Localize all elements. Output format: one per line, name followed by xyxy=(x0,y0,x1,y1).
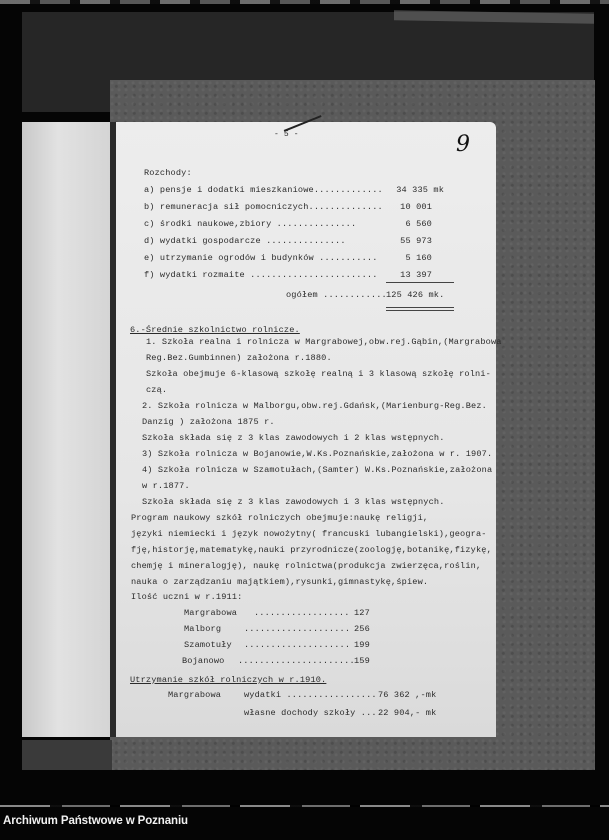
program-line: fję,historję,matematykę,nauki przyrodnicze(zoologję,botanikę,fizykę, xyxy=(131,545,492,555)
document-page xyxy=(116,122,502,737)
total-rule xyxy=(386,310,454,311)
student-dots: .................. xyxy=(254,608,350,618)
student-school: Malborg xyxy=(184,624,222,634)
students-heading: Ilość uczni w r.1911: xyxy=(131,592,243,602)
program-line: Program naukowy szkół rolniczych obejmuje:naukę religji, xyxy=(131,513,429,523)
expenses-heading: Rozchody: xyxy=(144,168,192,178)
school-line: w r.1877. xyxy=(142,481,190,491)
school-line: Szkoła obejmuje 6-klasową szkołę realną i 3 klasową szkołę rolni- xyxy=(146,369,491,379)
film-edge-top xyxy=(0,0,609,4)
expense-label: f) wydatki rozmaite ........................ xyxy=(144,270,378,280)
school-line: 2. Szkoła rolnicza w Malborgu,obw.rej.Gdańsk,(Marienburg-Reg.Bez. xyxy=(142,401,487,411)
expense-label: c) środki naukowe,zbiory ............... xyxy=(144,219,357,229)
student-dots: .................... xyxy=(244,624,351,634)
expense-amount: 10 001 xyxy=(400,202,432,212)
school-line: Szkoła składa się z 3 klas zawodowych i 3 klas wstępnych. xyxy=(142,497,445,507)
total-rule xyxy=(386,307,454,308)
expense-amount: 6 560 xyxy=(405,219,432,229)
school-line: 1. Szkoła realna i rolnicza w Margrabowej,obw.rej.Gąbin,(Margrabowa xyxy=(146,337,502,347)
expense-label: a) pensje i dodatki mieszkaniowe............. xyxy=(144,185,383,195)
folio-number: 9 xyxy=(456,132,471,157)
total-label: ogółem ............ xyxy=(286,290,387,300)
program-line: chemję i mineralogję), naukę rolnictwa(produkcja zwierzęca,roślin, xyxy=(131,561,482,571)
student-dots: ...................... xyxy=(238,656,355,666)
previous-page-sheet xyxy=(22,122,112,737)
film-edge-bottom xyxy=(0,805,609,807)
maintenance-school: Margrabowa xyxy=(168,690,222,700)
school-line: 3) Szkoła rolnicza w Bojanowie,W.Ks.Poznańskie,założona w r. 1907. xyxy=(142,449,493,459)
student-school: Szamotuły xyxy=(184,640,232,650)
section-heading: 6.-Średnie szkolnictwo rolnicze. xyxy=(130,325,300,335)
student-dots: .................... xyxy=(244,640,351,650)
student-school: Margrabowa xyxy=(184,608,238,618)
student-school: Bojanowo xyxy=(182,656,225,666)
student-count: 199 xyxy=(354,640,370,650)
expense-label: b) remuneracja sił pomocniczych.............. xyxy=(144,202,383,212)
program-line: nauka o zarządzaniu majątkiem),rysunki,gimnastykę,śpiew. xyxy=(131,577,429,587)
school-line: Szkoła składa się z 3 klas zawodowych i 2 klas wstępnych. xyxy=(142,433,445,443)
school-line: czą. xyxy=(146,385,168,395)
maintenance-amount: 22 904,- mk xyxy=(378,708,437,718)
student-count: 159 xyxy=(354,656,370,666)
maintenance-label: własne dochody szkoły ... xyxy=(244,708,377,718)
sum-rule xyxy=(386,282,454,283)
maintenance-amount: 76 362 ,-mk xyxy=(378,690,437,700)
archive-watermark: Archiwum Państwowe w Poznaniu xyxy=(3,815,188,827)
expense-amount: 5 160 xyxy=(405,253,432,263)
student-count: 127 xyxy=(354,608,370,618)
expense-label: d) wydatki gospodarcze ............... xyxy=(144,236,346,246)
school-line: Reg.Bez.Gumbinnen) założona r.1880. xyxy=(146,353,332,363)
expense-amount: 55 973 xyxy=(400,236,432,246)
board-corner xyxy=(22,740,112,770)
school-line: Danzig ) założona 1875 r. xyxy=(142,417,275,427)
total-amount: 125 426 mk. xyxy=(386,290,445,300)
expense-label: e) utrzymanie ogrodów i budynków ........... xyxy=(144,253,378,263)
program-line: języki niemiecki i język nowożytny( francuski lubangielski),geogra- xyxy=(131,529,487,539)
maintenance-label: wydatki ................. xyxy=(244,690,377,700)
page-number: - 5 - xyxy=(274,130,299,139)
student-count: 256 xyxy=(354,624,370,634)
school-line: 4) Szkoła rolnicza w Szamotułach,(Samter) W.Ks.Poznańskie,założona xyxy=(142,465,493,475)
expense-amount: 13 397 xyxy=(400,270,432,280)
maintenance-heading: Utrzymanie szkół rolniczych w r.1910. xyxy=(130,675,327,685)
expense-amount: 34 335 mk xyxy=(396,185,444,195)
